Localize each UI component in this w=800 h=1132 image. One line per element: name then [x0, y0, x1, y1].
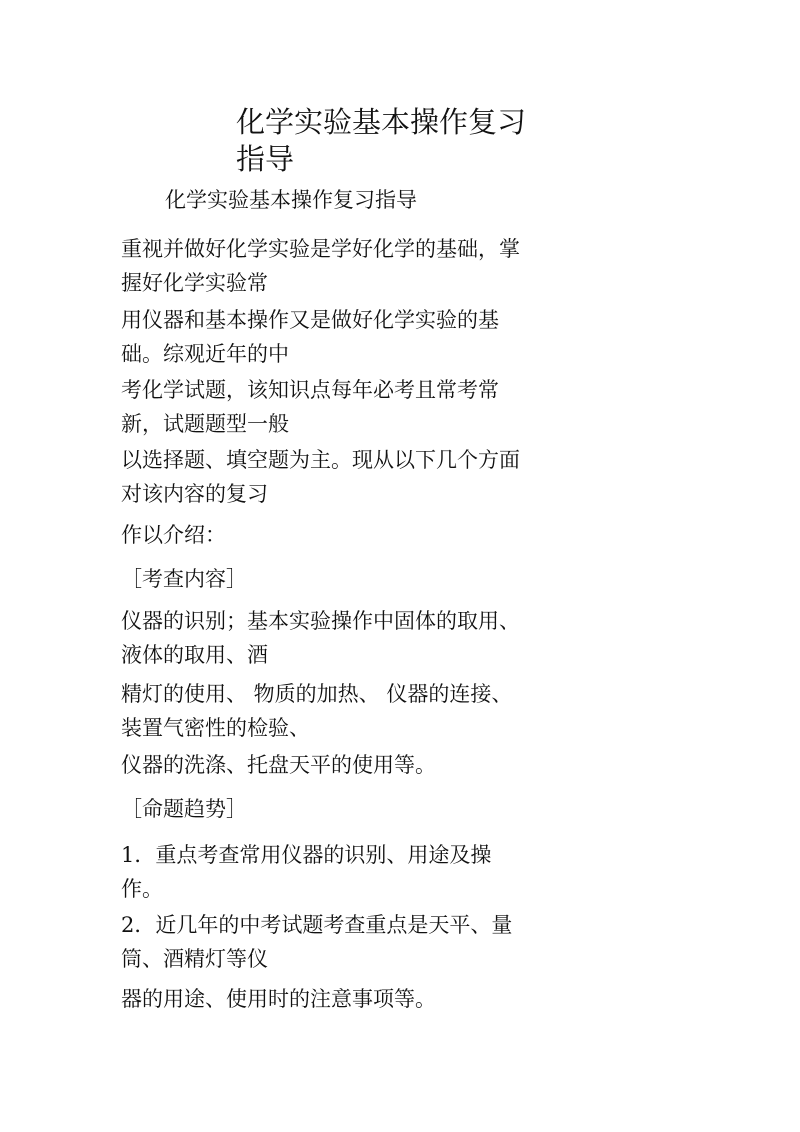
paragraph-line: 考化学试题，该知识点每年必考且常考常: [121, 378, 499, 402]
paragraph-9: [121, 982, 531, 1016]
paragraph-line: 对该内容的复习: [121, 482, 268, 506]
list-item-line: 2．近几年的中考试题考查重点是天平、量: [121, 913, 513, 937]
paragraph-7: [121, 677, 531, 745]
paragraph-2: [121, 303, 531, 371]
paragraph-1: [121, 232, 531, 300]
section-heading-exam-content: [121, 562, 531, 596]
section-heading-trend: [121, 792, 531, 826]
paragraph-line: 仪器的识别；基本实验操作中固体的取用、: [121, 609, 520, 633]
list-item-line: 1．重点考查常用仪器的识别、用途及操: [121, 843, 492, 867]
paragraph-8: [121, 748, 531, 782]
paragraph-line: 仪器的洗涤、托盘天平的使用等。: [121, 753, 436, 777]
paragraph-6: [121, 604, 531, 672]
paragraph-line: 新，试题题型一般: [121, 412, 289, 436]
section-heading-text: ［命题趋势］: [121, 797, 247, 821]
list-item-1: [121, 838, 531, 906]
paragraph-line: 础。综观近年的中: [121, 342, 289, 366]
paragraph-line: 器的用途、使用时的注意事项等。: [121, 987, 436, 1011]
paragraph-line: 用仪器和基本操作又是做好化学实验的基: [121, 308, 499, 332]
paragraph-line: 精灯的使用、 物质的加热、 仪器的连接、: [121, 682, 513, 706]
paragraph-line: 液体的取用、酒: [121, 643, 268, 667]
document-subtitle: 化学实验基本操作复习指导: [165, 188, 417, 212]
paragraph-line: 重视并做好化学实验是学好化学的基础，掌: [121, 237, 520, 261]
paragraph-3: [121, 373, 531, 441]
document-title: [236, 104, 526, 178]
list-item-2: [121, 908, 531, 976]
title-line-2: 指导: [236, 142, 295, 176]
paragraph-5: [121, 518, 531, 552]
paragraph-line: 以选择题、填空题为主。现从以下几个方面: [121, 448, 520, 472]
paragraph-line: 作以介绍：: [121, 523, 226, 547]
title-line-1: 化学实验基本操作复习: [236, 105, 527, 139]
paragraph-line: 装置气密性的检验、: [121, 716, 310, 740]
paragraph-line: 握好化学实验常: [121, 271, 268, 295]
list-item-line: 作。: [121, 877, 163, 901]
paragraph-4: [121, 443, 531, 511]
list-item-line: 筒、酒精灯等仪: [121, 947, 268, 971]
section-heading-text: ［考查内容］: [121, 567, 247, 591]
